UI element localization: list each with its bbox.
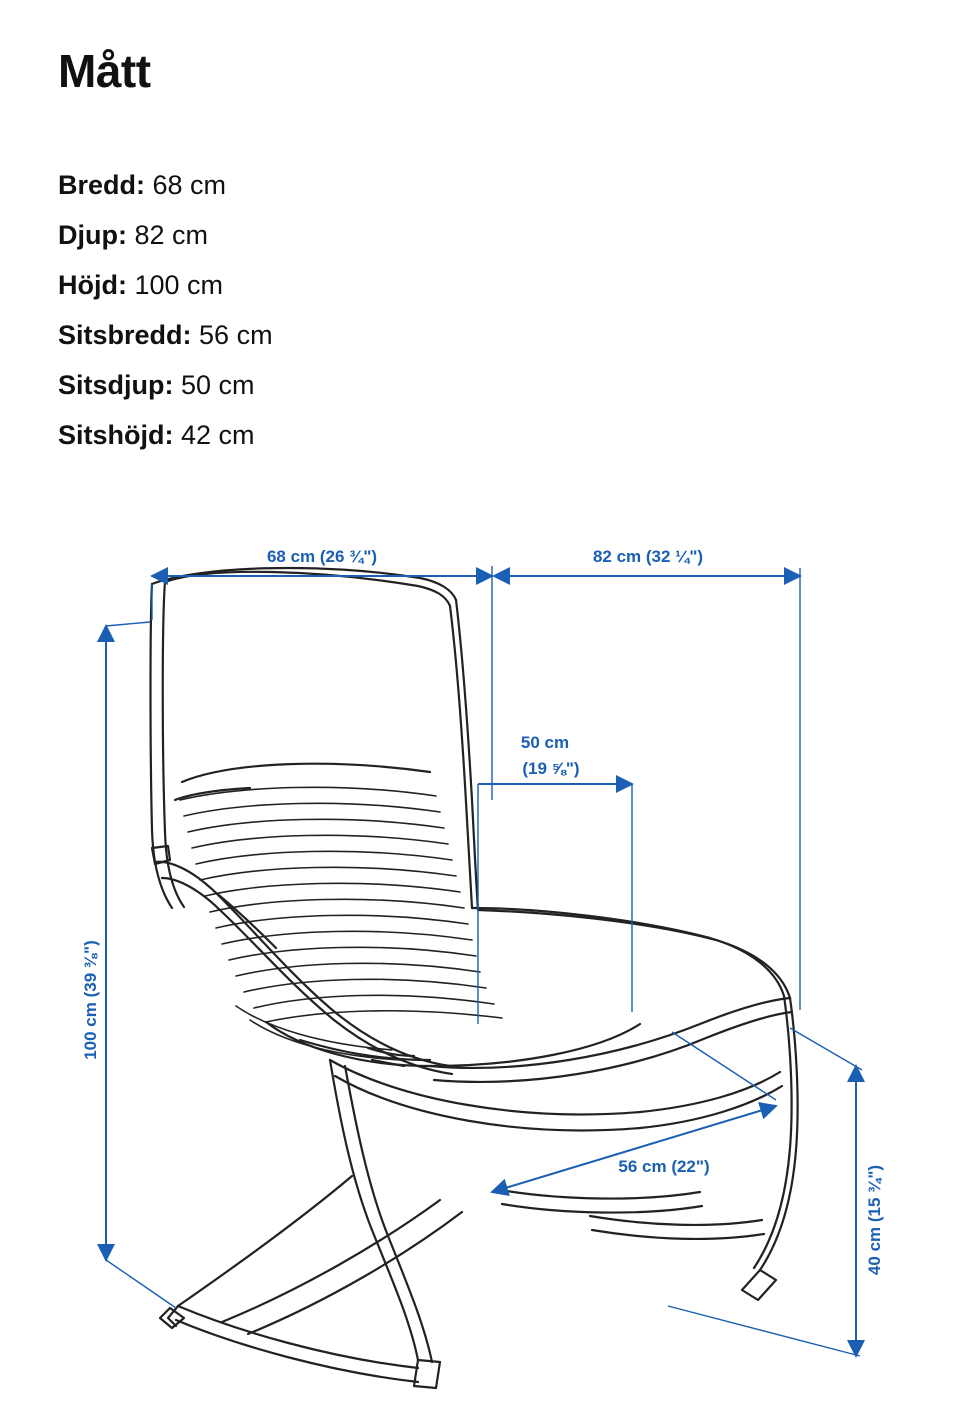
label-height: 100 cm (39 ⅜")	[81, 940, 100, 1060]
spec-label: Djup:	[58, 220, 127, 250]
spec-row	[58, 310, 618, 360]
spec-row	[58, 210, 618, 260]
spec-value: 100 cm	[134, 270, 224, 300]
label-seat-width: 56 cm (22")	[618, 1157, 710, 1176]
spec-row	[58, 410, 618, 460]
spec-label: Höjd:	[58, 270, 127, 300]
label-depth: 82 cm (32 ¼")	[592, 547, 704, 566]
spec-value: 68 cm	[152, 170, 227, 200]
label-width: 68 cm (26 ¾")	[266, 547, 378, 566]
spec-row	[58, 260, 618, 310]
spec-row	[58, 360, 618, 410]
spec-value: 56 cm	[199, 320, 273, 350]
chair-dimension-diagram	[0, 500, 960, 1419]
spec-value: 82 cm	[134, 220, 209, 250]
label-seat-height: 40 cm (15 ¾")	[865, 1164, 884, 1276]
spec-value: 50 cm	[181, 370, 255, 400]
dimension-lines	[106, 566, 862, 1356]
label-seat-depth-1: 50 cm	[520, 733, 570, 752]
label-seat-depth-2: (19 ⅝")	[522, 759, 580, 778]
page-title: Mått	[58, 45, 151, 97]
spec-label: Sitshöjd:	[58, 420, 174, 450]
specs-list	[58, 160, 618, 460]
dim-line-seat-width	[492, 1106, 776, 1192]
spec-label: Bredd:	[58, 170, 145, 200]
spec-value: 42 cm	[181, 420, 255, 450]
spec-row	[58, 160, 618, 210]
chair-illustration	[151, 568, 798, 1388]
spec-label: Sitsbredd:	[58, 320, 192, 350]
spec-label: Sitsdjup:	[58, 370, 174, 400]
